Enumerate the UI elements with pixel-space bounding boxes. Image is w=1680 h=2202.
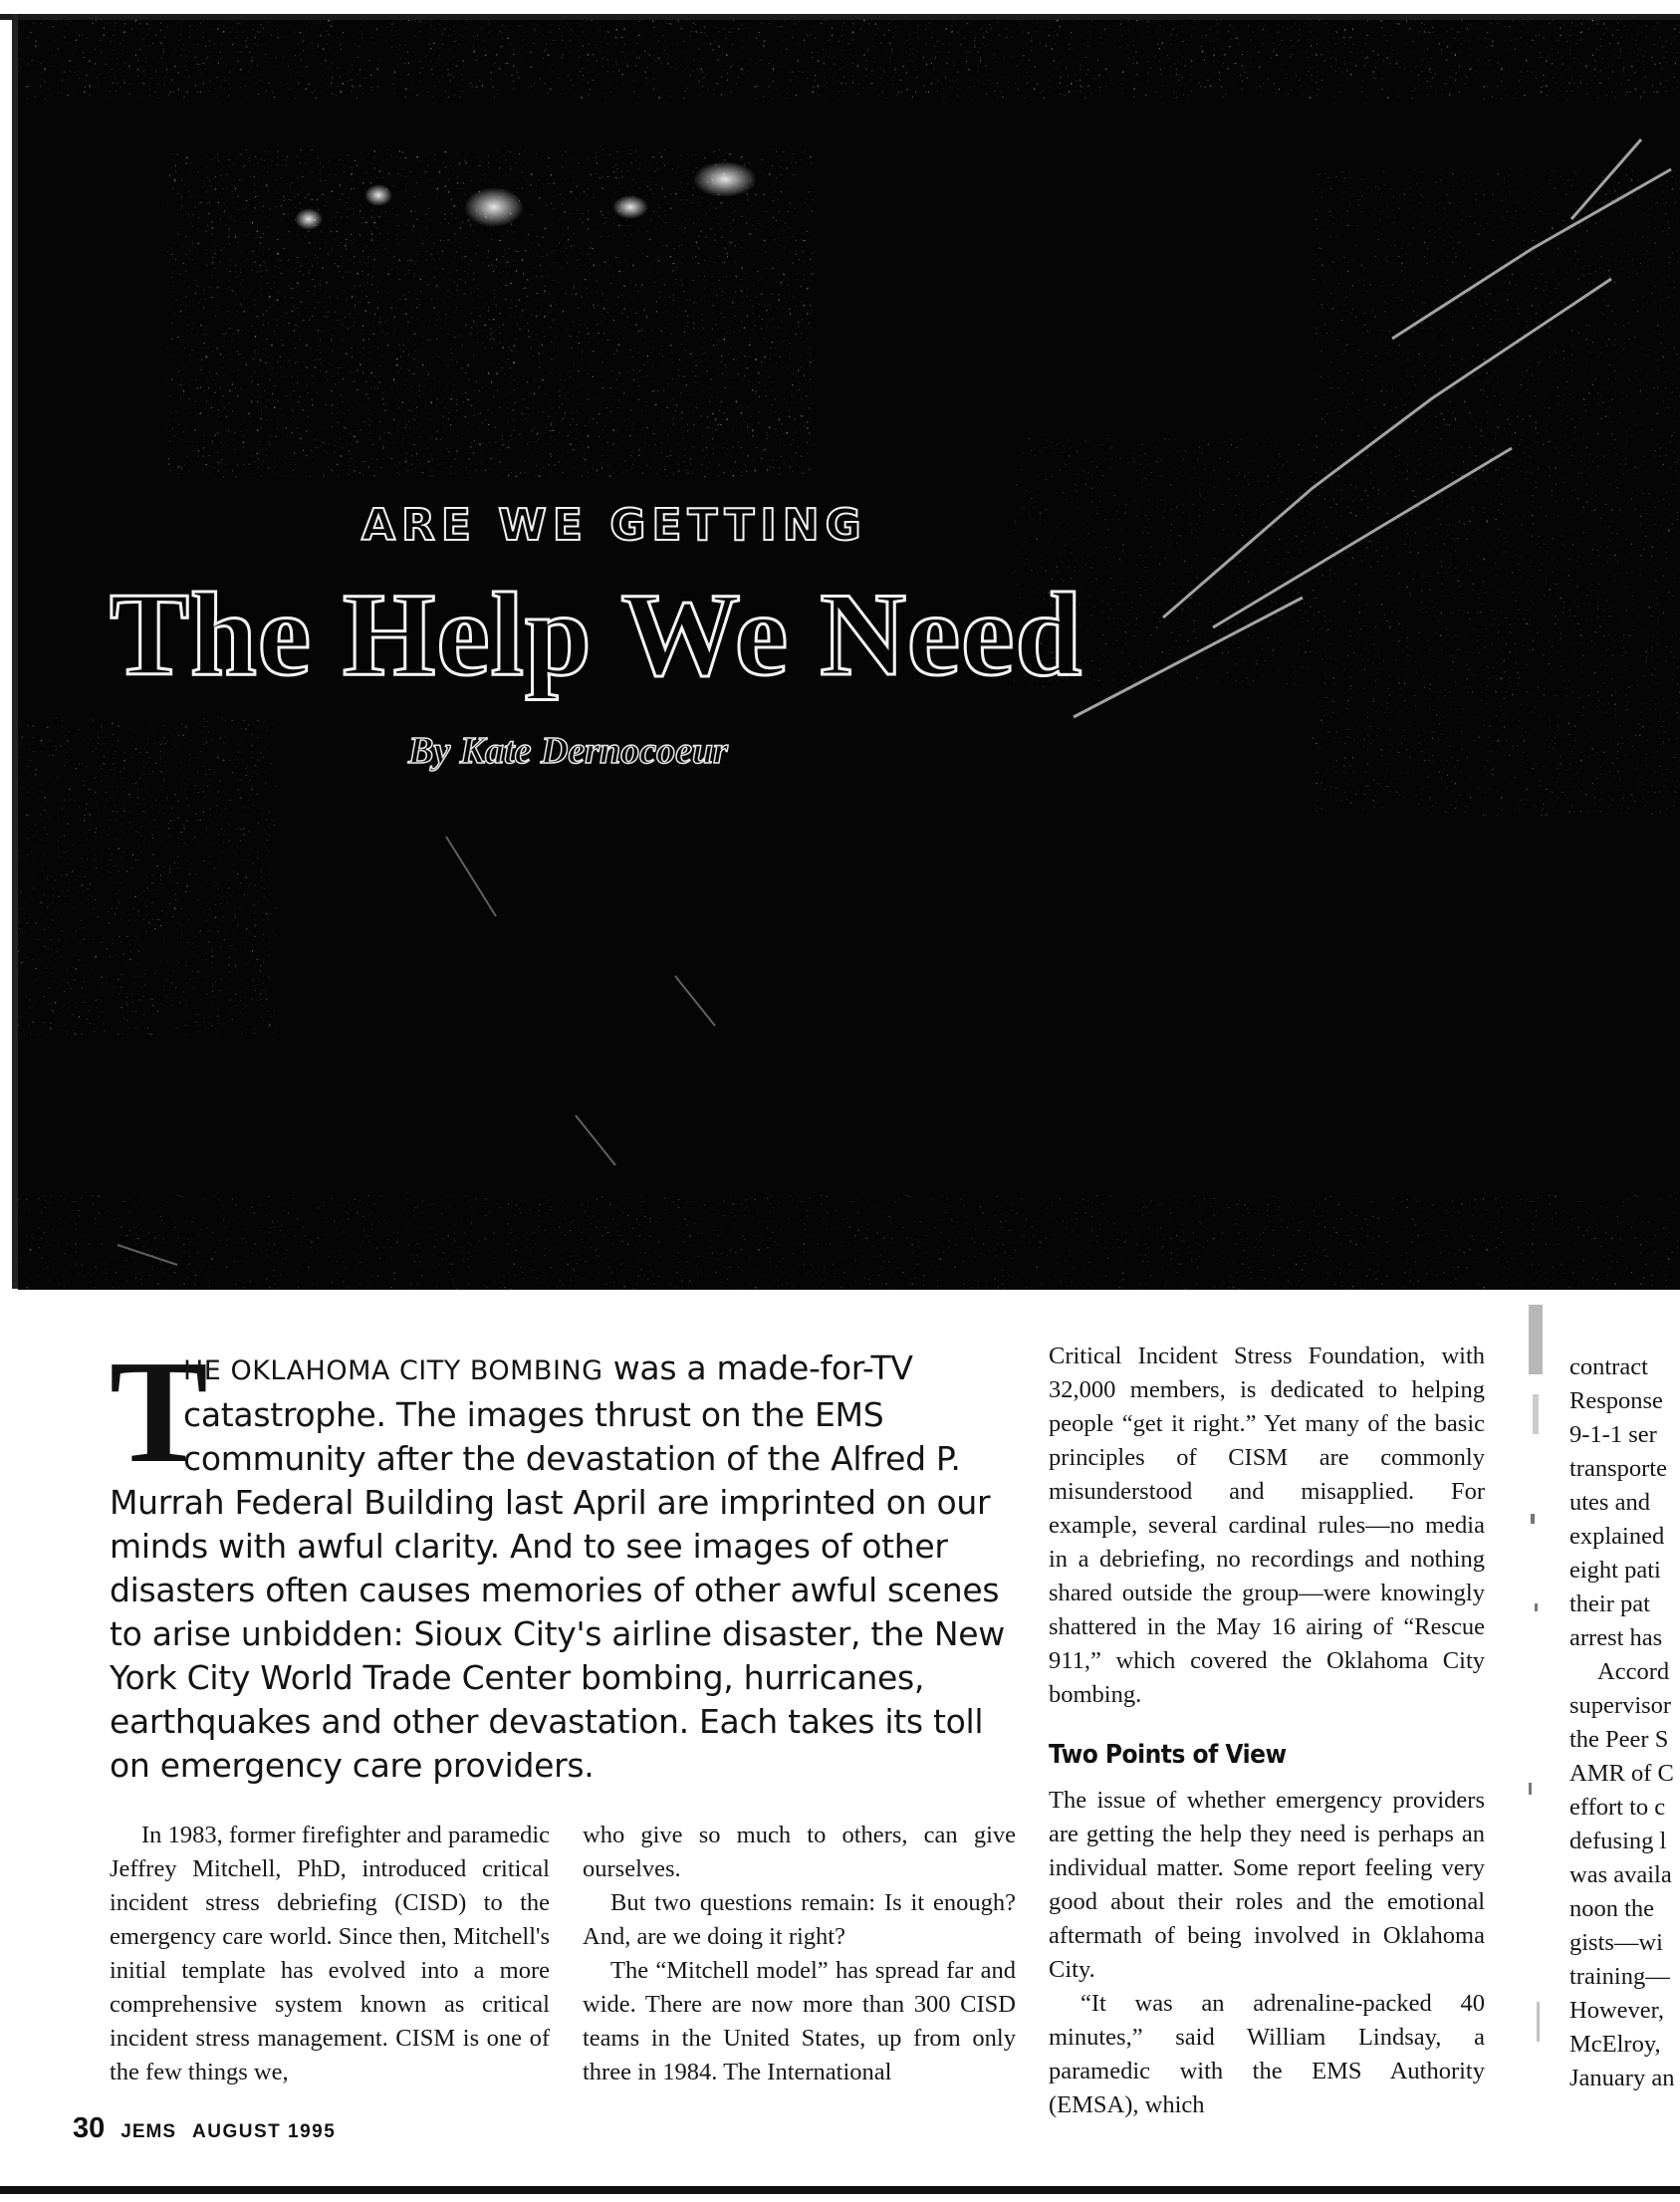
article-byline: By Kate Dernocoeur (408, 730, 728, 772)
column-4-line: eight pati (1569, 1557, 1661, 1584)
lede-paragraph (110, 1331, 1026, 1788)
lede-text: was a made-for-TV catastrophe. The images thrust on the EMS community after the devastation of the Alfred P. Murrah Federal Building last April are imprinted on our minds with awful clarity. And to see images of other disasters often causes memories of other awful scenes to arise unbidden: Sioux City's airline disaster, the New York City World Trade Center bombing, hurricanes, earthquakes and other devastation. Each takes its toll on emergency care providers. (110, 1348, 1005, 1785)
column-4-line: was availa (1569, 1861, 1672, 1888)
column-4-line: contract (1569, 1353, 1648, 1380)
section-subhead: Two Points of View (1049, 1740, 1287, 1770)
column-4-line: utes and (1569, 1489, 1650, 1516)
lede-smallcaps: HE OKLAHOMA CITY BOMBING (183, 1355, 603, 1386)
column-4-line: noon the (1569, 1895, 1655, 1922)
column-4-line: explained (1569, 1523, 1665, 1550)
column-4-line: January an (1569, 2065, 1675, 2091)
body-paragraph: who give so much to others, can give ourselves. (583, 1822, 1016, 1882)
hero-photo (18, 20, 1680, 1290)
column-4-line: defusing l (1569, 1828, 1667, 1854)
body-paragraph: Critical Incident Stress Foundation, with 32,000 members, is dedicated to helping people “get it right.” Yet many of the basic principles of CISM are commonly misunderstood and misapplied. For example, several cardinal rules—no media in a debriefing, no recordings and nothing shared outside the group—were knowingly shattered in the May 16 airing of “Rescue 911,” which covered the Oklahoma City bombing. (1049, 1343, 1485, 1708)
body-column-2 (583, 1819, 1016, 2089)
column-4-line: training— (1569, 1963, 1670, 1990)
page-number: 30 (73, 2112, 106, 2144)
column-4-line: gists—wi (1569, 1929, 1663, 1956)
body-paragraph: The “Mitchell model” has spread far and wide. There are now more than 300 CISD teams in the United States, up from only three in 1984. The International (583, 1957, 1016, 2085)
body-column-1 (110, 1819, 550, 2089)
body-column-4-cropped (1569, 1350, 1680, 2095)
body-paragraph: But two questions remain: Is it enough? And, are we doing it right? (583, 1889, 1016, 1950)
magazine-name: JEMS (120, 2121, 177, 2142)
column-4-line: Accord (1597, 1658, 1670, 1685)
drop-cap: T (110, 1331, 208, 1494)
column-4-line: their pat (1569, 1590, 1650, 1617)
body-column-3 (1049, 1340, 1485, 2122)
column-4-line: AMR of C (1569, 1760, 1674, 1787)
column-4-line: the Peer S (1569, 1726, 1669, 1753)
article-kicker: ARE WE GETTING (361, 500, 867, 551)
column-4-line: Response (1569, 1387, 1663, 1414)
article-headline: The Help We Need (110, 568, 1083, 700)
bottom-border (0, 2186, 1680, 2194)
page-footer (73, 2112, 336, 2145)
gutter-scan-noise (1519, 1305, 1559, 2121)
column-4-line: arrest has (1569, 1624, 1663, 1651)
issue-date: AUGUST 1995 (192, 2121, 337, 2142)
column-4-line: 9-1-1 ser (1569, 1421, 1657, 1448)
column-4-line: transporte (1569, 1455, 1667, 1482)
column-4-line: However, (1569, 1997, 1664, 2024)
column-4-line: McElroy, (1569, 2031, 1661, 2058)
column-4-line: supervisor (1569, 1692, 1672, 1719)
body-paragraph: In 1983, former firefighter and paramedic Jeffrey Mitchell, PhD, introduced critical incident stress debriefing (CISD) to the emergency care world. Since then, Mitchell's initial template has evolved into a more comprehensive system known as critical incident stress management. CISM is one of the few things we, (110, 1822, 550, 2085)
column-4-line: effort to c (1569, 1794, 1666, 1821)
body-paragraph: The issue of whether emergency providers are getting the help they need is perhaps an individual matter. Some report feeling very good about their roles and the emotional aftermath of being involved in Oklahoma City. (1049, 1787, 1485, 1983)
body-paragraph: “It was an adrenaline-packed 40 minutes,” said William Lindsay, a paramedic with the EMS Authority (EMSA), which (1049, 1990, 1485, 2118)
